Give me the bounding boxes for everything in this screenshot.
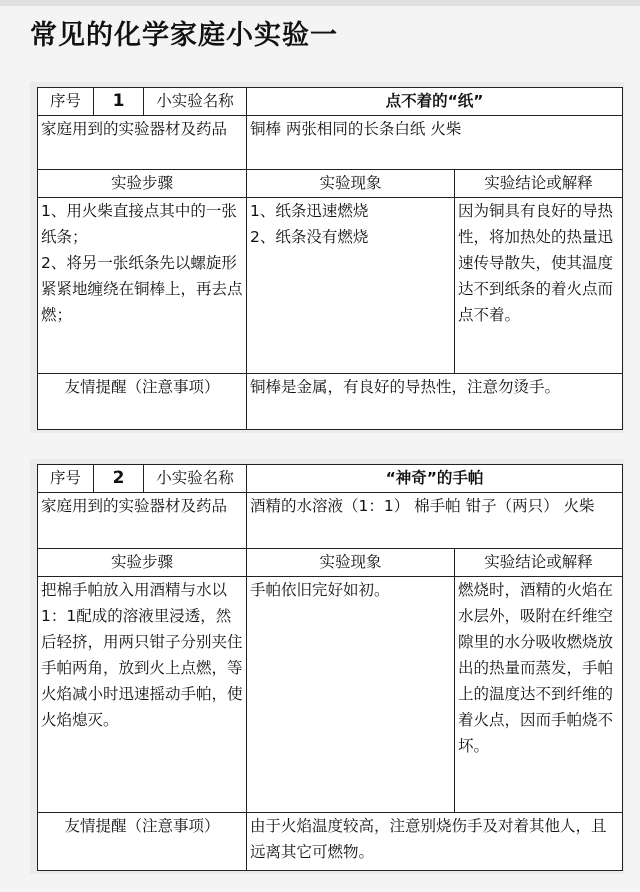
materials-value: 酒精的水溶液（1：1） 棉手帕 钳子（两只） 火柴: [247, 493, 623, 549]
experiment-number: 1: [94, 88, 144, 116]
experiment-name: 点不着的“纸”: [247, 88, 623, 116]
experiment-name: “神奇”的手帕: [247, 465, 623, 493]
steps-header: 实验步骤: [38, 170, 247, 198]
tip-value: 由于火焰温度较高，注意别烧伤手及对着其他人，且远离其它可燃物。: [247, 813, 623, 871]
experiment-table-2: [37, 464, 623, 871]
steps-header: 实验步骤: [38, 549, 247, 577]
materials-label: 家庭用到的实验器材及药品: [38, 493, 247, 549]
conclusion-header: 实验结论或解释: [455, 549, 623, 577]
phenomena-header: 实验现象: [247, 170, 455, 198]
steps-value: 1、用火柴直接点其中的一张纸条； 2、将另一张纸条先以螺旋形紧紧地缠绕在铜棒上，再去点燃；: [38, 198, 247, 374]
phenomena-header: 实验现象: [247, 549, 455, 577]
conclusion-value: 燃烧时，酒精的火焰在水层外，吸附在纤维空隙里的水分吸收燃烧放出的热量而蒸发，手帕上的温度达不到纤维的着火点，因而手帕烧不坏。: [455, 577, 623, 813]
phenomena-value: 1、纸条迅速燃烧 2、纸条没有燃烧: [247, 198, 455, 374]
tip-label: 友情提醒（注意事项）: [38, 374, 247, 430]
phenomena-value: 手帕依旧完好如初。: [247, 577, 455, 813]
tip-label: 友情提醒（注意事项）: [38, 813, 247, 871]
tip-value: 铜棒是金属，有良好的导热性，注意勿烫手。: [247, 374, 623, 430]
experiment-card-2: [30, 459, 624, 874]
page-title: 常见的化学家庭小实验一: [30, 20, 338, 51]
conclusion-header: 实验结论或解释: [455, 170, 623, 198]
conclusion-value: 因为铜具有良好的导热性，将加热处的热量迅速传导散失，使其温度达不到纸条的着火点而点不着。: [455, 198, 623, 374]
experiment-card-1: [30, 82, 624, 433]
steps-value: 把棉手帕放入用酒精与水以1：1配成的溶液里浸透，然后轻挤，用两只钳子分别夹住手帕两角，放到火上点燃，等火焰减小时迅速摇动手帕，使火焰熄灭。: [38, 577, 247, 813]
seq-label: 序号: [38, 88, 94, 116]
experiment-number: 2: [94, 465, 144, 493]
name-label: 小实验名称: [144, 465, 247, 493]
materials-value: 铜棒 两张相同的长条白纸 火柴: [247, 116, 623, 170]
seq-label: 序号: [38, 465, 94, 493]
materials-label: 家庭用到的实验器材及药品: [38, 116, 247, 170]
name-label: 小实验名称: [144, 88, 247, 116]
experiment-table-1: [37, 87, 623, 430]
top-bar: [0, 0, 640, 6]
